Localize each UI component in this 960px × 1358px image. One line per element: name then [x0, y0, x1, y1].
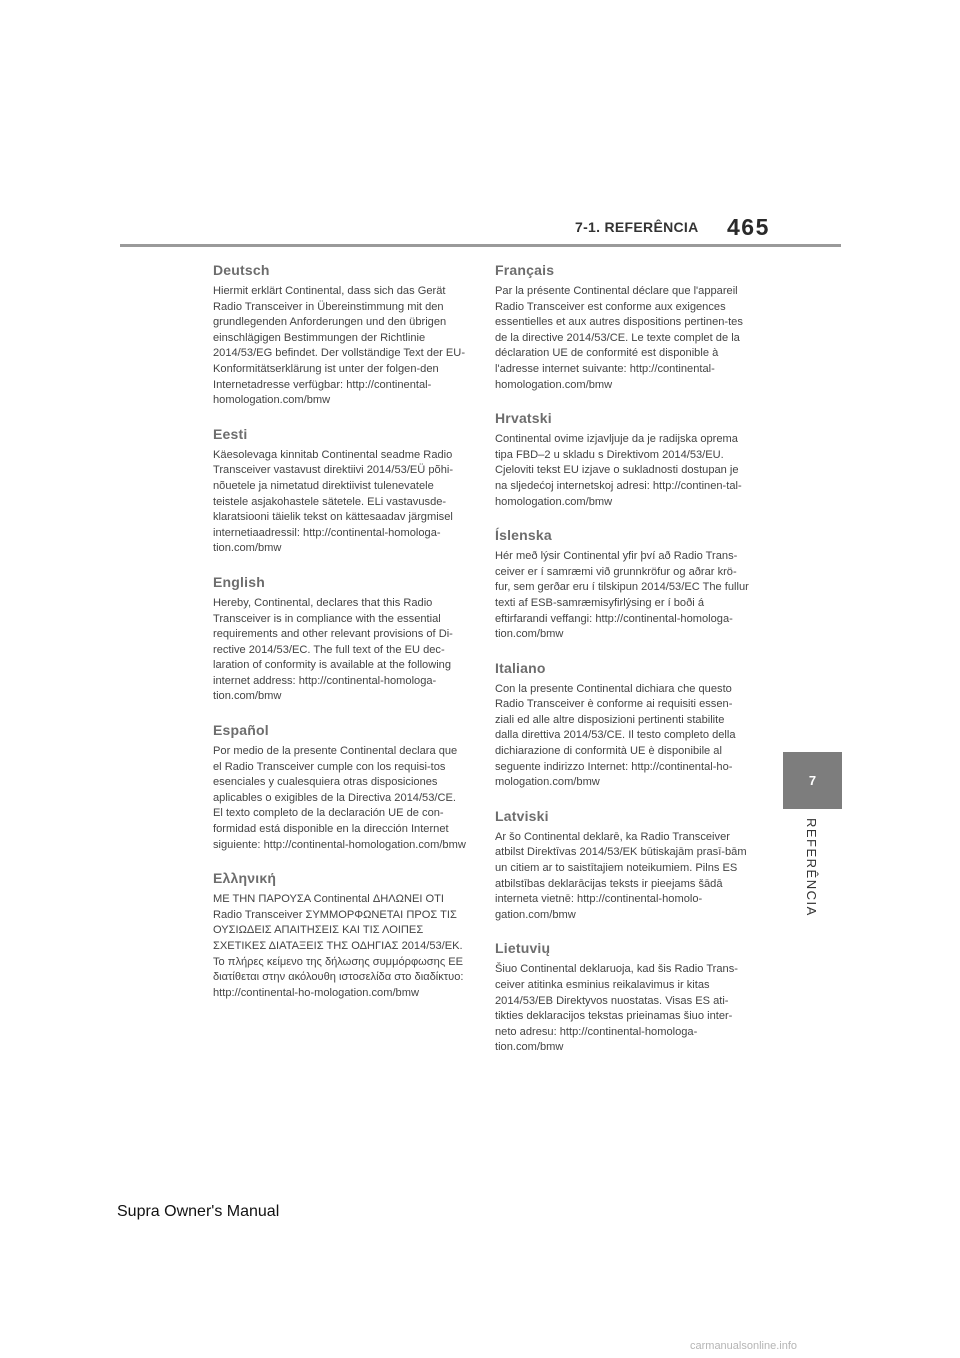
section-espanol	[213, 722, 468, 853]
left-column	[213, 262, 468, 1018]
section-english	[213, 574, 468, 705]
section-islenska	[495, 527, 750, 643]
language-heading: Eesti	[213, 425, 248, 442]
header-divider	[120, 244, 841, 247]
section-eesti	[213, 426, 468, 557]
section-lietuviu	[495, 940, 750, 1056]
watermark: carmanualsonline.info	[690, 1340, 798, 1352]
declaration-text: Hiermit erklärt Continental, dass sich das Gerät Radio Transceiver in Übereinstimmung mit den grundlegenden Anforderungen und den übrigen einschlägigen Bestimmungen der Richtlinie 2014/53/EG befindet. Der vollständige Text der EU-Konformitätserklärung ist unter der folgen-den Internetadresse verfügbar: http://continental-homologation.com/bmw	[213, 285, 466, 407]
declaration-text: Šiuo Continental deklaruoja, kad šis Radio Trans-ceiver atitinka esminius reikalavimus ir kitas 2014/53/EB Direktyvos nuostatas. Visas ES ati-tikties deklaracijos tekstas prieinamas šiuo inter-neto adresu: http://continental-homologa-tion.com/bmw	[495, 963, 738, 1054]
section-francais	[495, 262, 750, 393]
chapter-label: REFERÊNCIA	[804, 818, 819, 917]
section-title: 7-1. REFERÊNCIA	[575, 219, 699, 235]
declaration-text: Ar šo Continental deklarē, ka Radio Transceiver atbilst Direktīvas 2014/53/EK būtiskajām prasī-bām un citiem ar to saistītajiem noteikumiem. Pilns ES atbilstības deklarācijas teksts ir pieejams šādā interneta vietnē: http://continental-homolo-gation.com/bmw	[495, 830, 747, 921]
page-number: 465	[727, 214, 770, 240]
declaration-text: Hereby, Continental, declares that this Radio Transceiver is in compliance with the essential requirements and other relevant provisions of Di-rective 2014/53/EC. The full text of the EU dec-laration of conformity is available at the following internet address: http://continental-homologa-tion.com/bmw	[213, 596, 453, 703]
language-heading: Íslenska	[495, 527, 552, 544]
section-italiano	[495, 660, 750, 791]
section-deutsch	[213, 262, 468, 409]
declaration-text: Con la presente Continental dichiara che questo Radio Transceiver è conforme ai requisiti essen-ziali ed alle altre disposizioni pertinenti stabilite dalla direttiva 2014/53/CE. Il testo completo della dichiarazione di conformità UE è disponibile al seguente indirizzo Internet: http://continental-ho-mologation.com/bmw	[495, 682, 736, 789]
language-heading: Latviski	[495, 807, 549, 824]
declaration-text: Continental ovime izjavljuje da je radijska oprema tipa FBD–2 u skladu s Direktivom 2014/53/EU. Cjeloviti tekst EU izjave o sukladnosti dostupan je na sljedećoj internetskoj adresi: http://continen-tal-homologation.com/bmw	[495, 433, 742, 508]
language-heading: Français	[495, 262, 555, 278]
declaration-text: ΜΕ ΤΗΝ ΠΑΡΟΥΣΑ Continental ΔΗΛΩΝΕΙ ΟΤΙ Radio Transceiver ΣΥΜΜΟΡΦΩΝΕΤΑΙ ΠΡΟΣ ΤΙΣ ΟΥΣΙΩΔΕΙΣ ΑΠΑΙΤΗΣΕΙΣ ΚΑΙ ΤΙΣ ΛΟΙΠΕΣ ΣΧΕΤΙΚΕΣ ΔΙΑΤΑΞΕΙΣ ΤΗΣ ΟΔΗΓΙΑΣ 2014/53/ΕΚ. Το πλήρες κείμενο της δήλωσης συμμόρφωσης ΕΕ διατίθεται στην ακόλουθη ιστοσελίδα στο διαδίκτυο: http://continental-ho-mologation.com/bmw	[213, 893, 464, 999]
language-heading: English	[213, 573, 265, 590]
section-latviski	[495, 808, 750, 924]
section-greek	[213, 870, 468, 1001]
chapter-number: 7	[808, 773, 817, 788]
language-heading: Ελληνική	[213, 870, 277, 887]
language-heading: Español	[213, 722, 269, 739]
language-heading: Deutsch	[213, 262, 270, 278]
language-heading: Italiano	[495, 659, 546, 676]
declaration-text: Hér með lýsir Continental yfir því að Radio Trans-ceiver er í samræmi við grunnkröfur og aðrar krö-fur, sem gerðar eru í tilskipun 2014/53/EC The fullur texti af ESB-samræmisyfirlýsing er í boði á eftirfarandi veffangi: http://continental-homologa-tion.com/bmw	[495, 550, 749, 641]
language-heading: Lietuvių	[495, 940, 551, 957]
section-hrvatski	[495, 410, 750, 510]
language-heading: Hrvatski	[495, 410, 552, 427]
declaration-text: Par la présente Continental déclare que l'appareil Radio Transceiver est conforme aux exigences essentielles et aux autres dispositions pertinen-tes de la directive 2014/53/CE. Le texte complet de la déclaration UE de conformité est disponible à l'adresse internet suivante: http://continental-homologation.com/bmw	[495, 285, 743, 391]
declaration-text: Por medio de la presente Continental declara que el Radio Transceiver cumple con los requisi-tos esenciales y cualesquiera otras disposiciones aplicables o exigibles de la Directiva 2014/53/CE. El texto completo de la declaración UE de con-formidad está disponible en la dirección Internet siguiente: http://continental-homologation.com/bmw	[213, 745, 466, 851]
chapter-tab	[783, 752, 842, 809]
manual-title: Supra Owner's Manual	[117, 1203, 280, 1220]
right-column	[495, 262, 750, 1073]
declaration-text: Käesolevaga kinnitab Continental seadme Radio Transceiver vastavust direktiivi 2014/53/EÜ põhi-nõuetele ja nimetatud direktiivist tulenevatele teistele asjakohastele sätetele. ELi vastavusde-klaratsiooni täielik tekst on kättesaadav järgmisel internetiaadressil: http://continental-homologa-tion.com/bmw	[213, 448, 454, 555]
